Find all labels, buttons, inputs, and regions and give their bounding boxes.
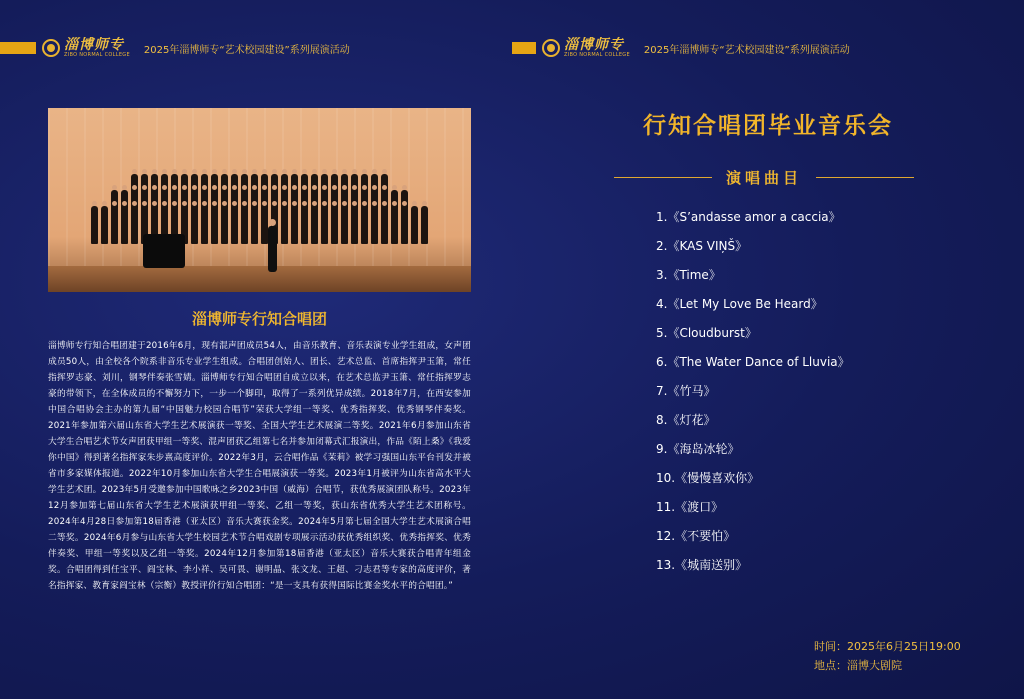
choir-member-silhouette — [331, 206, 338, 244]
college-emblem-icon — [542, 39, 560, 57]
choir-member-silhouette — [261, 206, 268, 244]
choir-member-silhouette — [231, 206, 238, 244]
conductor — [268, 226, 277, 272]
choir-member-silhouette — [291, 206, 298, 244]
logo-wordmark: 淄博师专 — [564, 37, 624, 53]
choir-member-silhouette — [371, 206, 378, 244]
choir-member-silhouette — [251, 206, 258, 244]
song-item: 3.《Time》 — [656, 268, 721, 282]
choir-member-silhouette — [281, 206, 288, 244]
song-item: 2.《KAS VIŅŠ》 — [656, 239, 748, 253]
choir-member-silhouette — [211, 206, 218, 244]
choir-member-silhouette — [351, 206, 358, 244]
song-list — [656, 207, 850, 584]
song-item: 10.《慢慢喜欢你》 — [656, 471, 760, 485]
choir-member-silhouette — [191, 206, 198, 244]
choir-member-silhouette — [381, 206, 388, 244]
choir-member-silhouette — [131, 206, 138, 244]
concert-venue: 地点：淄博大剧院 — [814, 659, 902, 672]
header-bar-decoration — [0, 42, 36, 54]
concert-time: 时间：2025年6月25日19:00 — [814, 640, 961, 653]
logo-english: ZIBO NORMAL COLLEGE — [564, 52, 630, 58]
song-item: 8.《灯花》 — [656, 413, 716, 427]
choir-member-silhouette — [221, 206, 228, 244]
song-item: 5.《Cloudburst》 — [656, 326, 757, 340]
piano — [143, 234, 185, 268]
song-item: 12.《不要怕》 — [656, 529, 736, 543]
choir-member-silhouette — [301, 206, 308, 244]
song-item: 13.《城南送别》 — [656, 558, 748, 572]
choir-biography: 淄博师专行知合唱团建于2016年6月，现有混声团成员54人，由音乐教育、音乐表演专业学生组成，女声团成员50人，由全校各个院系非音乐专业学生组成。合唱团创始人、团长、艺术总监、首席指挥尹玉箫，常任指挥罗志豪、刘川，钢琴伴奏张雪婧。淄博师专行知合唱团自成立以来，在艺术总监尹玉箫、常任指挥罗志豪的带领下，在全体成员的不懈努力下，一步一个脚印，取得了一系列优异成绩。2018年7月，在西安参加中国合唱协会主办的第九届“中国魅力校园合唱节”荣获大学组一等奖、优秀指挥奖、优秀钢琴伴奏奖。2021年参加第六届山东省大学生艺术展演获一等奖、全国大学生艺术展演二等奖。2021年6月参加山东省大学生合唱艺术节女声团获甲组一等奖、混声团获乙组第七名并参加闭幕式汇报演出，作品《陌上桑》《我爱你中国》得到著名指挥家朱步熹高度评价。2022年3月，云合唱作品《茉莉》被学习强国山东平台刊发并被省市多家媒体报道。2022年10月参加山东省大学生合唱展演获一等奖。2023年1月被评为山东省高水平大学生艺术团。2023年5月受邀参加中国歌咏之乡2023中国（威海）合唱节，获优秀展演团队称号。2023年12月参加第七届山东省大学生艺术展演获甲组一等奖、乙组一等奖，获山东省优秀大学生艺术团称号。2024年4月28日参加第18届香港（亚太区）音乐大赛获金奖。2024年5月第七届全国大学生艺术展演合唱二等奖。2024年6月参与山东省大学生校园艺术节合唱戏剧专项展示活动获优秀组织奖、优秀指挥奖、优秀伴奏奖、甲组一等奖以及乙组一等奖。2024年12月参加第18届香港（亚太区）音乐大赛获合唱青年组金奖。合唱团得到任宝平、阎宝林、李小祥、吴可畏、谢明晶、张文龙、王超、刁志君等专家的高度评价，著名指挥家、教育家阎宝林（宗衡）教授评价行知合唱团：“是一支具有获得国际比赛金奖水平的合唱团。” — [48, 341, 471, 591]
choir-member-silhouette — [241, 206, 248, 244]
song-item: 1.《S’andasse amor a caccia》 — [656, 210, 841, 224]
song-item: 6.《The Water Dance of Lluvia》 — [656, 355, 850, 369]
choir-member-silhouette — [341, 206, 348, 244]
college-emblem-icon — [42, 39, 60, 57]
event-series-subtitle: 2025年淄博师专“艺术校园建设”系列展演活动 — [143, 44, 350, 56]
divider-line — [816, 177, 914, 178]
choir-member-silhouette — [101, 206, 108, 244]
song-item: 9.《海岛冰轮》 — [656, 442, 740, 456]
choir-title: 淄博师专行知合唱团 — [191, 310, 327, 328]
choir-member-silhouette — [91, 206, 98, 244]
concert-title: 行知合唱团毕业音乐会 — [643, 113, 893, 139]
song-item: 7.《竹马》 — [656, 384, 716, 398]
choir-member-silhouette — [121, 206, 128, 244]
choir-photo — [48, 108, 471, 292]
header-left — [0, 38, 350, 58]
divider-line — [614, 177, 712, 178]
logo-english: ZIBO NORMAL COLLEGE — [64, 52, 130, 58]
choir-member-silhouette — [201, 206, 208, 244]
college-logo — [542, 38, 630, 58]
event-series-subtitle: 2025年淄博师专“艺术校园建设”系列展演活动 — [643, 44, 850, 56]
choir-member-silhouette — [111, 206, 118, 244]
choir-member-silhouette — [421, 206, 428, 244]
program-heading-text: 演唱曲目 — [726, 168, 803, 187]
song-item: 4.《Let My Love Be Heard》 — [656, 297, 823, 311]
choir-member-silhouette — [311, 206, 318, 244]
choir-member-silhouette — [321, 206, 328, 244]
college-logo — [42, 38, 130, 58]
header-right — [512, 38, 850, 58]
choir-member-silhouette — [391, 206, 398, 244]
header-bar-decoration — [512, 42, 536, 54]
song-item: 11.《渡口》 — [656, 500, 724, 514]
logo-wordmark: 淄博师专 — [64, 37, 124, 53]
choir-member-silhouette — [411, 206, 418, 244]
program-heading — [614, 165, 914, 189]
choir-member-silhouette — [401, 206, 408, 244]
choir-member-silhouette — [361, 206, 368, 244]
